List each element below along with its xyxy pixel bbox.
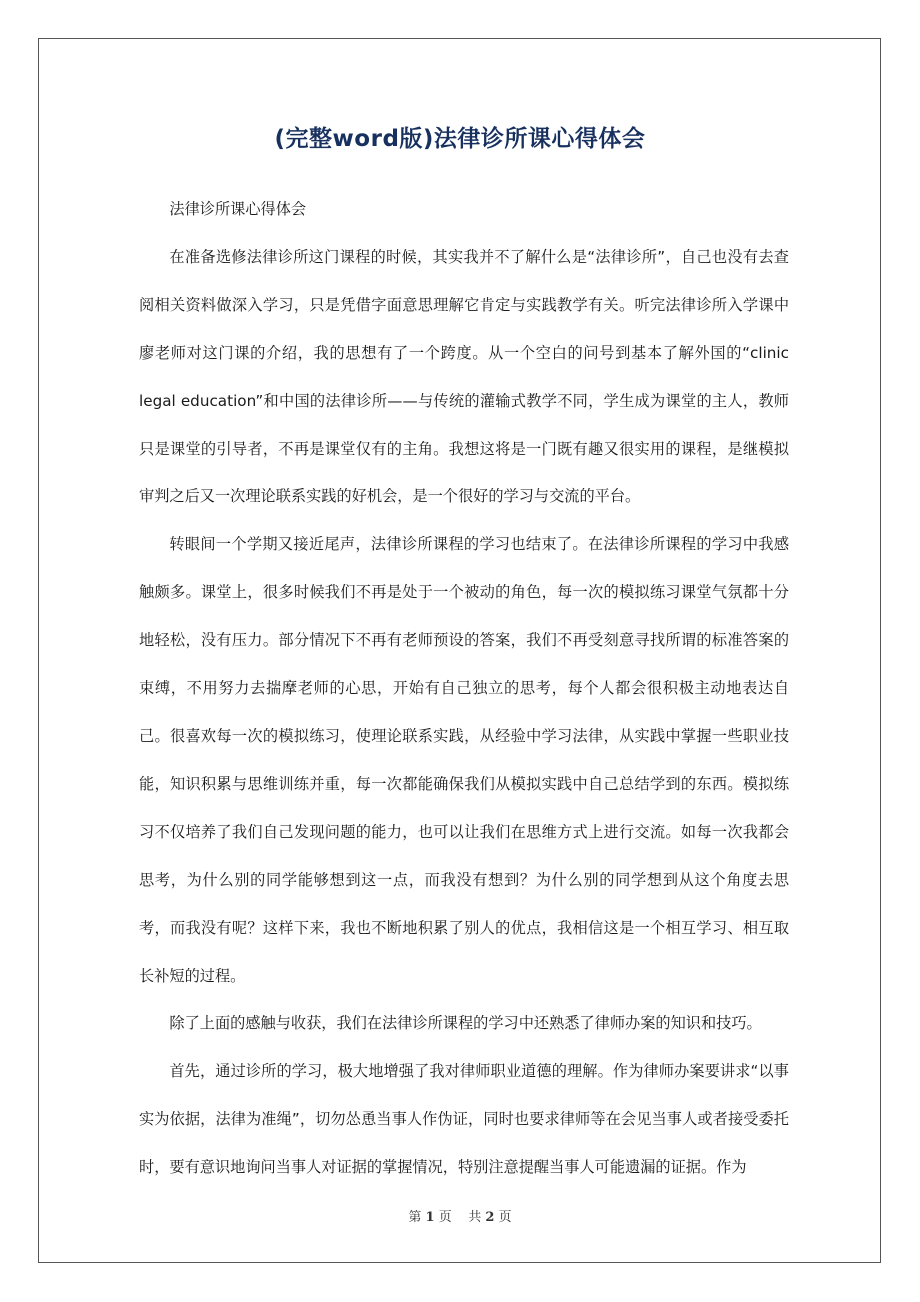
footer-current-page: 1 [425,1210,435,1225]
paragraph-first-point: 首先，通过诊所的学习，极大地增强了我对律师职业道德的理解。作为律师办案要讲求“以事实为依据，法律为准绳”，切勿怂恿当事人作伪证，同时也要求律师等在会见当事人或者接受委托时，要有意识地询问当事人对证据的掌握情况，特别注意提醒当事人可能遗漏的证据。作为 [139,1062,789,1177]
document-title: (完整word版)法律诊所课心得体会 [274,126,646,152]
document-body [139,186,789,1192]
page-footer [0,1206,920,1225]
footer-prefix: 第 [408,1210,422,1225]
footer-total-pages: 2 [485,1210,495,1225]
paragraph-transition: 除了上面的感触与收获，我们在法律诊所课程的学习中还熟悉了律师办案的知识和技巧。 [169,1014,762,1033]
footer-total-unit: 页 [498,1210,512,1225]
paragraph-reflection: 转眼间一个学期又接近尾声，法律诊所课程的学习也结束了。在法律诊所课程的学习中我感触颇多。课堂上，很多时候我们不再是处于一个被动的角色，每一次的模拟练习课堂气氛都十分地轻松，没有压力。部分情况下不再有老师预设的答案，我们不再受刻意寻找所谓的标准答案的束缚，不用努力去揣摩老师的心思，开始有自己独立的思考，每个人都会很积极主动地表达自己。很喜欢每一次的模拟练习，使理论联系实践，从经验中学习法律，从实践中掌握一些职业技能，知识积累与思维训练并重，每一次都能确保我们从模拟实践中自己总结学到的东西。模拟练习不仅培养了我们自己发现问题的能力，也可以让我们在思维方式上进行交流。如每一次我都会思考，为什么别的同学能够想到这一点，而我没有想到？为什么别的同学想到从这个角度去思考，而我没有呢？这样下来，我也不断地积累了别人的优点，我相信这是一个相互学习、相互取长补短的过程。 [139,535,789,985]
paragraph-intro: 在准备选修法律诊所这门课程的时候，其实我并不了解什么是“法律诊所”，自己也没有去查阅相关资料做深入学习，只是凭借字面意思理解它肯定与实践教学有关。听完法律诊所入学课中廖老师对这门课的介绍，我的思想有了一个跨度。从一个空白的问号到基本了解外国的“clinic legal education”和中国的法律诊所——与传统的灌输式教学不同，学生成为课堂的主人，教师只是课堂的引导者，不再是课堂仅有的主角。我想这将是一门既有趣又很实用的课程，是继模拟审判之后又一次理论联系实践的好机会，是一个很好的学习与交流的平台。 [139,247,789,506]
footer-page-unit: 页 [438,1210,452,1225]
paragraph-subtitle: 法律诊所课心得体会 [169,200,307,218]
footer-total-prefix: 共 [468,1210,482,1225]
